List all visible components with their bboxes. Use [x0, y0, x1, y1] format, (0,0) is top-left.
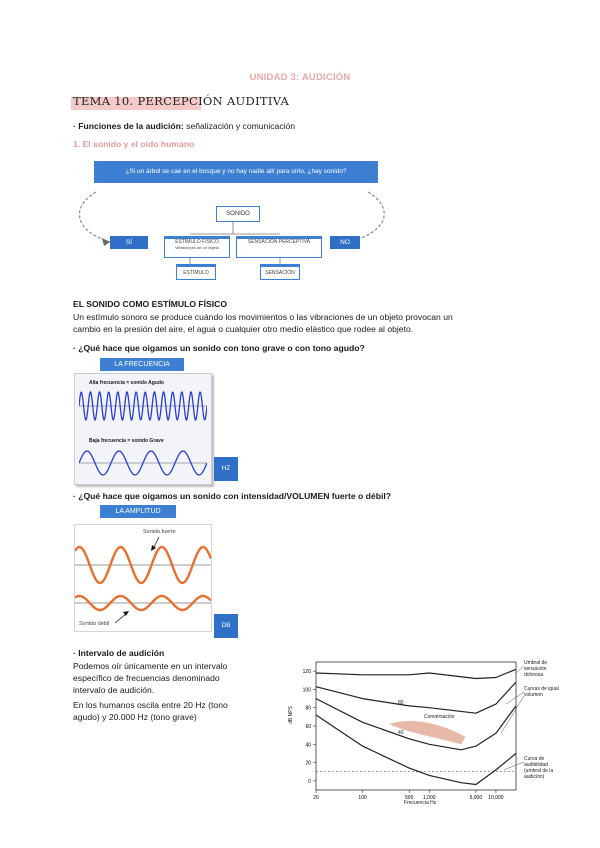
answer-no: NO — [330, 236, 360, 249]
estimulo-fisico-sub: Vibraciones de un objeto — [175, 245, 219, 250]
sensacion-label: SENSACIÓN PERCEPTIVA — [247, 239, 311, 245]
funciones-label: · Funciones de la audición: — [73, 121, 184, 131]
annotation-conversacion: Conversación — [424, 714, 455, 720]
sensacion-box — [236, 236, 322, 258]
audition-chart — [286, 652, 568, 812]
x-tick-label: 500 — [405, 795, 414, 801]
db-chip: DB — [214, 614, 238, 638]
series-line-1 — [316, 682, 516, 713]
x-tick-label: 10,000 — [488, 795, 504, 801]
question-tono: · ¿Qué hace que oigamos un sonido con tono grave o con tono agudo? — [73, 343, 365, 353]
estimulo-fisico-box — [164, 236, 230, 258]
intervalo-p1: Podemos oír únicamente en un intervalo — [73, 661, 228, 671]
sonido-diagram — [68, 156, 398, 286]
estimulo-title: EL SONIDO COMO ESTÍMULO FÍSICO — [73, 299, 228, 309]
x-tick-label: 100 — [358, 795, 367, 801]
chart-ylabel: dB NPS — [287, 706, 294, 724]
tema-title: TEMA 10. PERCEPCIÓN AUDITIVA — [73, 94, 290, 108]
strong-sound-label: Sonido fuerte — [143, 529, 176, 535]
annotation-leader-3 — [504, 762, 524, 770]
x-tick-label: 5,000 — [469, 795, 483, 801]
frecuencia-figure — [74, 373, 212, 485]
weak-sound-label: Sonido débil — [79, 621, 110, 627]
high-frequency-label: Alta frecuencia = sonido Agudo — [89, 380, 164, 386]
annotation-leader-2 — [501, 696, 524, 733]
annotation-audibilidad: Curva de audibilidad (umbral de la audición) — [524, 756, 554, 780]
annotation-igual-volumen: Curvas de igual volumen — [524, 686, 559, 698]
estimulo-fisico-label: ESTÍMULO FÍSICO — [175, 239, 219, 245]
question-volumen: · ¿Qué hace que oigamos un sonido con intensidad/VOLUMEN fuerte o débil? — [73, 491, 391, 501]
series-line-0 — [316, 669, 516, 678]
estimulo-line2: cambio en la presión del aire, el agua o cualquier otro medio elástico que rodee al objeto. — [73, 324, 414, 334]
y-tick-label: 60 — [305, 724, 311, 730]
frecuencia-label: LA FRECUENCIA — [100, 358, 184, 371]
y-tick-label: 80 — [305, 705, 311, 712]
y-tick-label: 0 — [308, 778, 311, 785]
annotation-leader-0 — [516, 666, 524, 673]
funciones-text: señalización y comunicación — [183, 121, 296, 131]
low-frequency-label: Baja frecuencia = sonido Grave — [89, 438, 164, 444]
section1-title: 1. El sonido y el oído humano — [73, 139, 195, 149]
annotation-40: 40 — [398, 730, 404, 736]
annotation-80: 80 — [398, 700, 404, 706]
answer-si: SÍ — [110, 236, 148, 249]
unit-title: UNIDAD 3: AUDICIÓN — [249, 72, 351, 83]
hz-chip: HZ — [214, 457, 238, 481]
intervalo-p5: agudo) y 20.000 Hz (tono grave) — [73, 712, 197, 722]
diagram-center: SONIDO — [216, 206, 260, 222]
intervalo-p3: intervalo de audición. — [73, 685, 155, 695]
diagram-question: ¿Si un árbol se cae en el bosque y no hay nadie allí para oírlo, ¿hay sonido? — [94, 161, 378, 183]
amplitud-label: LA AMPLITUD — [100, 505, 176, 518]
amplitud-waves — [75, 525, 211, 631]
x-tick-label: 20 — [313, 795, 319, 801]
high-frequency-wave — [79, 386, 207, 426]
annotation-leader-1 — [506, 692, 524, 704]
y-tick-label: 20 — [305, 760, 311, 767]
sensacion-child: SENSACIÓN — [260, 264, 300, 280]
y-tick-label: 120 — [302, 669, 311, 676]
intervalo-p2: específico de frecuencias denominado — [73, 673, 220, 683]
y-tick-label: 40 — [305, 742, 311, 749]
y-tick-label: 100 — [302, 687, 311, 694]
chart-xlabel: Frecuencia Hz — [404, 800, 437, 806]
x-tick-label: 1,000 — [423, 795, 436, 801]
intervalo-title: · Intervalo de audición — [73, 648, 165, 658]
estimulo-child: ESTÍMULO — [176, 264, 216, 280]
amplitud-figure — [74, 524, 212, 632]
annotation-umbral-doloroso: Umbral de sensación dolorosa — [524, 660, 548, 678]
low-frequency-wave — [79, 446, 207, 480]
funciones-line — [73, 120, 295, 132]
estimulo-line1: Un estímulo sonoro se produce cuándo los movimientos o las vibraciones de un objeto provocan un — [73, 312, 453, 322]
intervalo-p4: En los humanos oscila entre 20 Hz (tono — [73, 700, 228, 710]
